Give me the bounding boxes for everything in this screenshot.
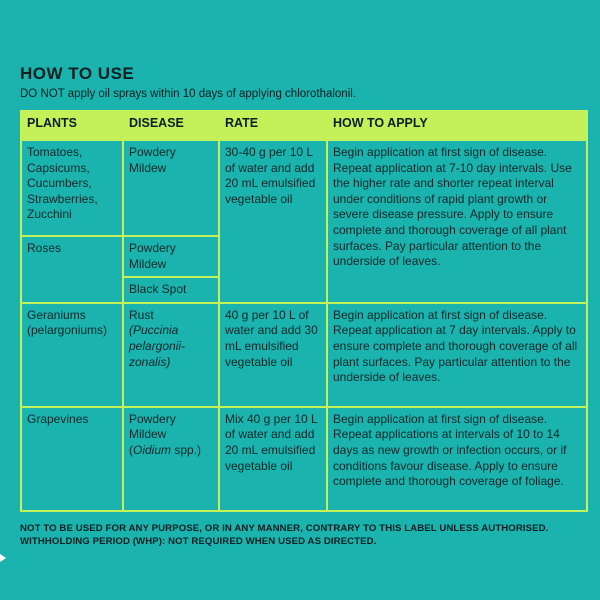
pathogen-close: spp.) xyxy=(171,442,202,457)
disease-name: Rust xyxy=(129,307,154,322)
pathogen-name: (Puccinia pelargonii-zonalis) xyxy=(129,323,186,369)
column-header-plants: PLANTS xyxy=(21,111,123,140)
oil-spray-warning: DO NOT apply oil sprays within 10 days of applying chlorothalonil. xyxy=(20,88,357,100)
rate-cell: 30-40 g per 10 L of water and add 20 mL emulsified vegetable oil xyxy=(219,140,327,303)
rate-cell: 40 g per 10 L of water and add 30 mL emulsified vegetable oil xyxy=(219,303,327,407)
column-header-how-to-apply: HOW TO APPLY xyxy=(327,111,587,140)
table-row xyxy=(21,303,587,407)
disease-name: Powdery Mildew xyxy=(129,411,176,442)
directions-table xyxy=(20,110,588,512)
disease-cell xyxy=(123,407,219,511)
plants-cell: Grapevines xyxy=(21,407,123,511)
disease-cell: Black Spot xyxy=(123,277,219,303)
rate-cell: Mix 40 g per 10 L of water and add 20 mL emulsified vegetable oil xyxy=(219,407,327,511)
disease-cell: Powdery Mildew xyxy=(123,236,219,277)
table-header-row xyxy=(21,111,587,140)
table-row xyxy=(21,407,587,511)
plants-cell: Tomatoes, Capsicums, Cucumbers, Strawberries, Zucchini xyxy=(21,140,123,236)
label-footer xyxy=(20,522,590,548)
section-heading: HOW TO USE xyxy=(20,64,135,83)
how-to-apply-cell: Begin application at first sign of disease. Repeat application at 7-10 day intervals. Use the higher rate and shorter repeat interval under conditions of rapid plant growth or severe disease pressure. Apply to ensure complete and thorough coverage of all plant surfaces. Pay particular attention to the underside of leaves. xyxy=(327,140,587,303)
disease-cell: Powdery Mildew xyxy=(123,140,219,236)
pointer-cursor-icon xyxy=(0,554,6,562)
plants-cell: Roses xyxy=(21,236,123,303)
how-to-apply-cell: Begin application at first sign of disease. Repeat application at 7 day intervals. Apply to ensure complete and thorough coverage of all plant surfaces. Pay particular attention to the underside of leaves. xyxy=(327,303,587,407)
disease-cell xyxy=(123,303,219,407)
authorisation-statement: NOT TO BE USED FOR ANY PURPOSE, OR IN ANY MANNER, CONTRARY TO THIS LABEL UNLESS AUTHORISED. xyxy=(20,523,549,534)
pathogen-open: ( xyxy=(129,442,133,457)
column-header-disease: DISEASE xyxy=(123,111,219,140)
plants-cell: Geraniums (pelargoniums) xyxy=(21,303,123,407)
column-header-rate: RATE xyxy=(219,111,327,140)
how-to-apply-cell: Begin application at first sign of disease. Repeat applications at intervals of 10 to 14 days as new growth or infection occurs, or if conditions favour disease. Apply to ensure complete and thorough coverage of foliage. xyxy=(327,407,587,511)
withholding-period-statement: WITHHOLDING PERIOD (WHP): NOT REQUIRED WHEN USED AS DIRECTED. xyxy=(20,536,377,547)
pathogen-genus: Oidium xyxy=(133,442,172,457)
